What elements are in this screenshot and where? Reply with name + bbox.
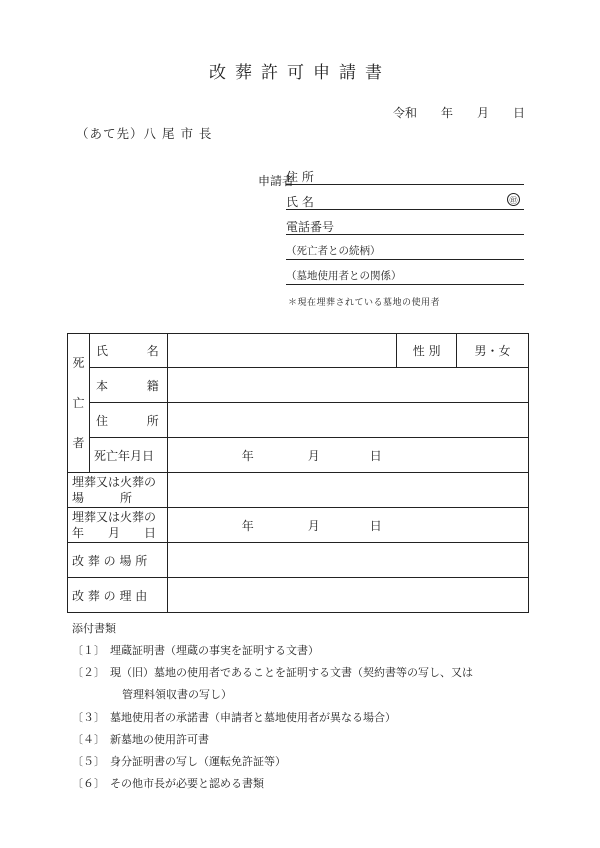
burial-date-month: 月 xyxy=(307,518,320,533)
address-label: 住 所 xyxy=(286,170,314,184)
attachment-text-5: 身分証明書の写し（運転免許証等） xyxy=(110,755,286,768)
death-date-input[interactable] xyxy=(167,438,528,473)
relation-deceased-label: （死亡者との続柄） xyxy=(286,245,381,257)
relation-deceased-field[interactable] xyxy=(286,243,524,260)
burial-place-input[interactable] xyxy=(167,473,528,508)
attachment-num-3: 〔３〕 xyxy=(72,711,105,724)
deceased-address-input[interactable] xyxy=(167,403,528,438)
attachment-num-4: 〔４〕 xyxy=(72,733,105,746)
burial-date-year: 年 xyxy=(241,518,254,533)
death-date-day: 日 xyxy=(369,448,382,463)
applicant-address-field[interactable] xyxy=(286,168,524,185)
attachment-item-6 xyxy=(72,775,264,791)
attachment-item-2-continued: 管理料領収書の写し） xyxy=(122,688,232,701)
attachment-num-1: 〔１〕 xyxy=(72,644,105,657)
name-label: 氏 名 xyxy=(286,195,314,209)
death-date-label: 死亡年月日 xyxy=(89,438,167,473)
burial-date-day: 日 xyxy=(369,518,382,533)
deceased-address-cell-label xyxy=(89,403,167,438)
attachment-item-5 xyxy=(72,753,286,769)
name-cell-label xyxy=(89,334,167,368)
attachment-text-3: 墓地使用者の承諾書（申請者と墓地使用者が異なる場合） xyxy=(110,711,396,724)
applicant-note: ＊現在埋葬されている墓地の使用者 xyxy=(288,298,441,308)
attachment-item-1 xyxy=(72,642,319,658)
burial-date-label: 埋葬又は火葬の 年 月 日 xyxy=(68,508,168,543)
attachment-text-4: 新墓地の使用許可書 xyxy=(110,733,209,746)
deceased-name-input[interactable] xyxy=(167,334,396,368)
attachment-item-2 xyxy=(72,664,473,680)
gender-value[interactable]: 男・女 xyxy=(457,334,529,368)
attachment-item-3 xyxy=(72,709,396,725)
domicile-input[interactable] xyxy=(167,368,528,403)
seal-icon: ㊞ xyxy=(507,193,520,206)
gender-label: 性 別 xyxy=(397,334,457,368)
name-label-2: 名 xyxy=(146,344,159,358)
reburial-reason-input[interactable] xyxy=(167,578,528,613)
attachment-num-6: 〔６〕 xyxy=(72,777,105,790)
addressee: （あて先）八 尾 市 長 xyxy=(76,126,213,141)
deceased-info-table xyxy=(67,333,529,613)
deceased-char-1: 死 xyxy=(72,356,85,370)
reburial-place-input[interactable] xyxy=(167,543,528,578)
date-day: 日 xyxy=(513,106,526,120)
attachment-item-4 xyxy=(72,731,209,747)
application-date xyxy=(393,104,525,121)
attachment-text-2: 現（旧）墓地の使用者であることを証明する文書（契約書等の写し、又は xyxy=(110,666,473,679)
phone-label: 電話番号 xyxy=(286,220,335,234)
death-date-year: 年 xyxy=(241,448,254,463)
deceased-vertical-label xyxy=(68,334,90,473)
deceased-address-label-1: 住 xyxy=(95,413,108,428)
attachments-title: 添付書類 xyxy=(72,622,116,635)
attachment-num-5: 〔５〕 xyxy=(72,755,105,768)
date-year: 年 xyxy=(441,106,454,120)
domicile-label-1: 本 xyxy=(95,378,108,393)
domicile-cell-label xyxy=(89,368,167,403)
attachment-text-6: その他市長が必要と認める書類 xyxy=(110,777,264,790)
date-era: 令和 xyxy=(393,106,418,120)
relation-user-label: （墓地使用者との関係） xyxy=(286,270,402,282)
reburial-reason-label: 改 葬 の 理 由 xyxy=(68,578,168,613)
document-title: 改葬許可申請書 xyxy=(209,63,391,83)
applicant-name-field[interactable] xyxy=(286,193,524,210)
relation-user-field[interactable] xyxy=(286,268,524,285)
applicant-label: 申請者 xyxy=(258,174,295,188)
date-month: 月 xyxy=(477,106,490,120)
name-label-1: 氏 xyxy=(95,344,108,358)
death-date-month: 月 xyxy=(307,448,320,463)
deceased-address-label-2: 所 xyxy=(146,413,159,428)
burial-date-input[interactable] xyxy=(167,508,528,543)
applicant-phone-field[interactable] xyxy=(286,218,524,235)
attachment-num-2: 〔２〕 xyxy=(72,666,105,679)
deceased-char-2: 亡 xyxy=(72,396,85,410)
reburial-place-label: 改 葬 の 場 所 xyxy=(68,543,168,578)
burial-place-label: 埋葬又は火葬の 場 所 xyxy=(68,473,168,508)
domicile-label-2: 籍 xyxy=(146,378,159,393)
deceased-char-3: 者 xyxy=(72,436,85,450)
attachment-text-1: 埋蔵証明書（埋蔵の事実を証明する文書） xyxy=(110,644,319,657)
